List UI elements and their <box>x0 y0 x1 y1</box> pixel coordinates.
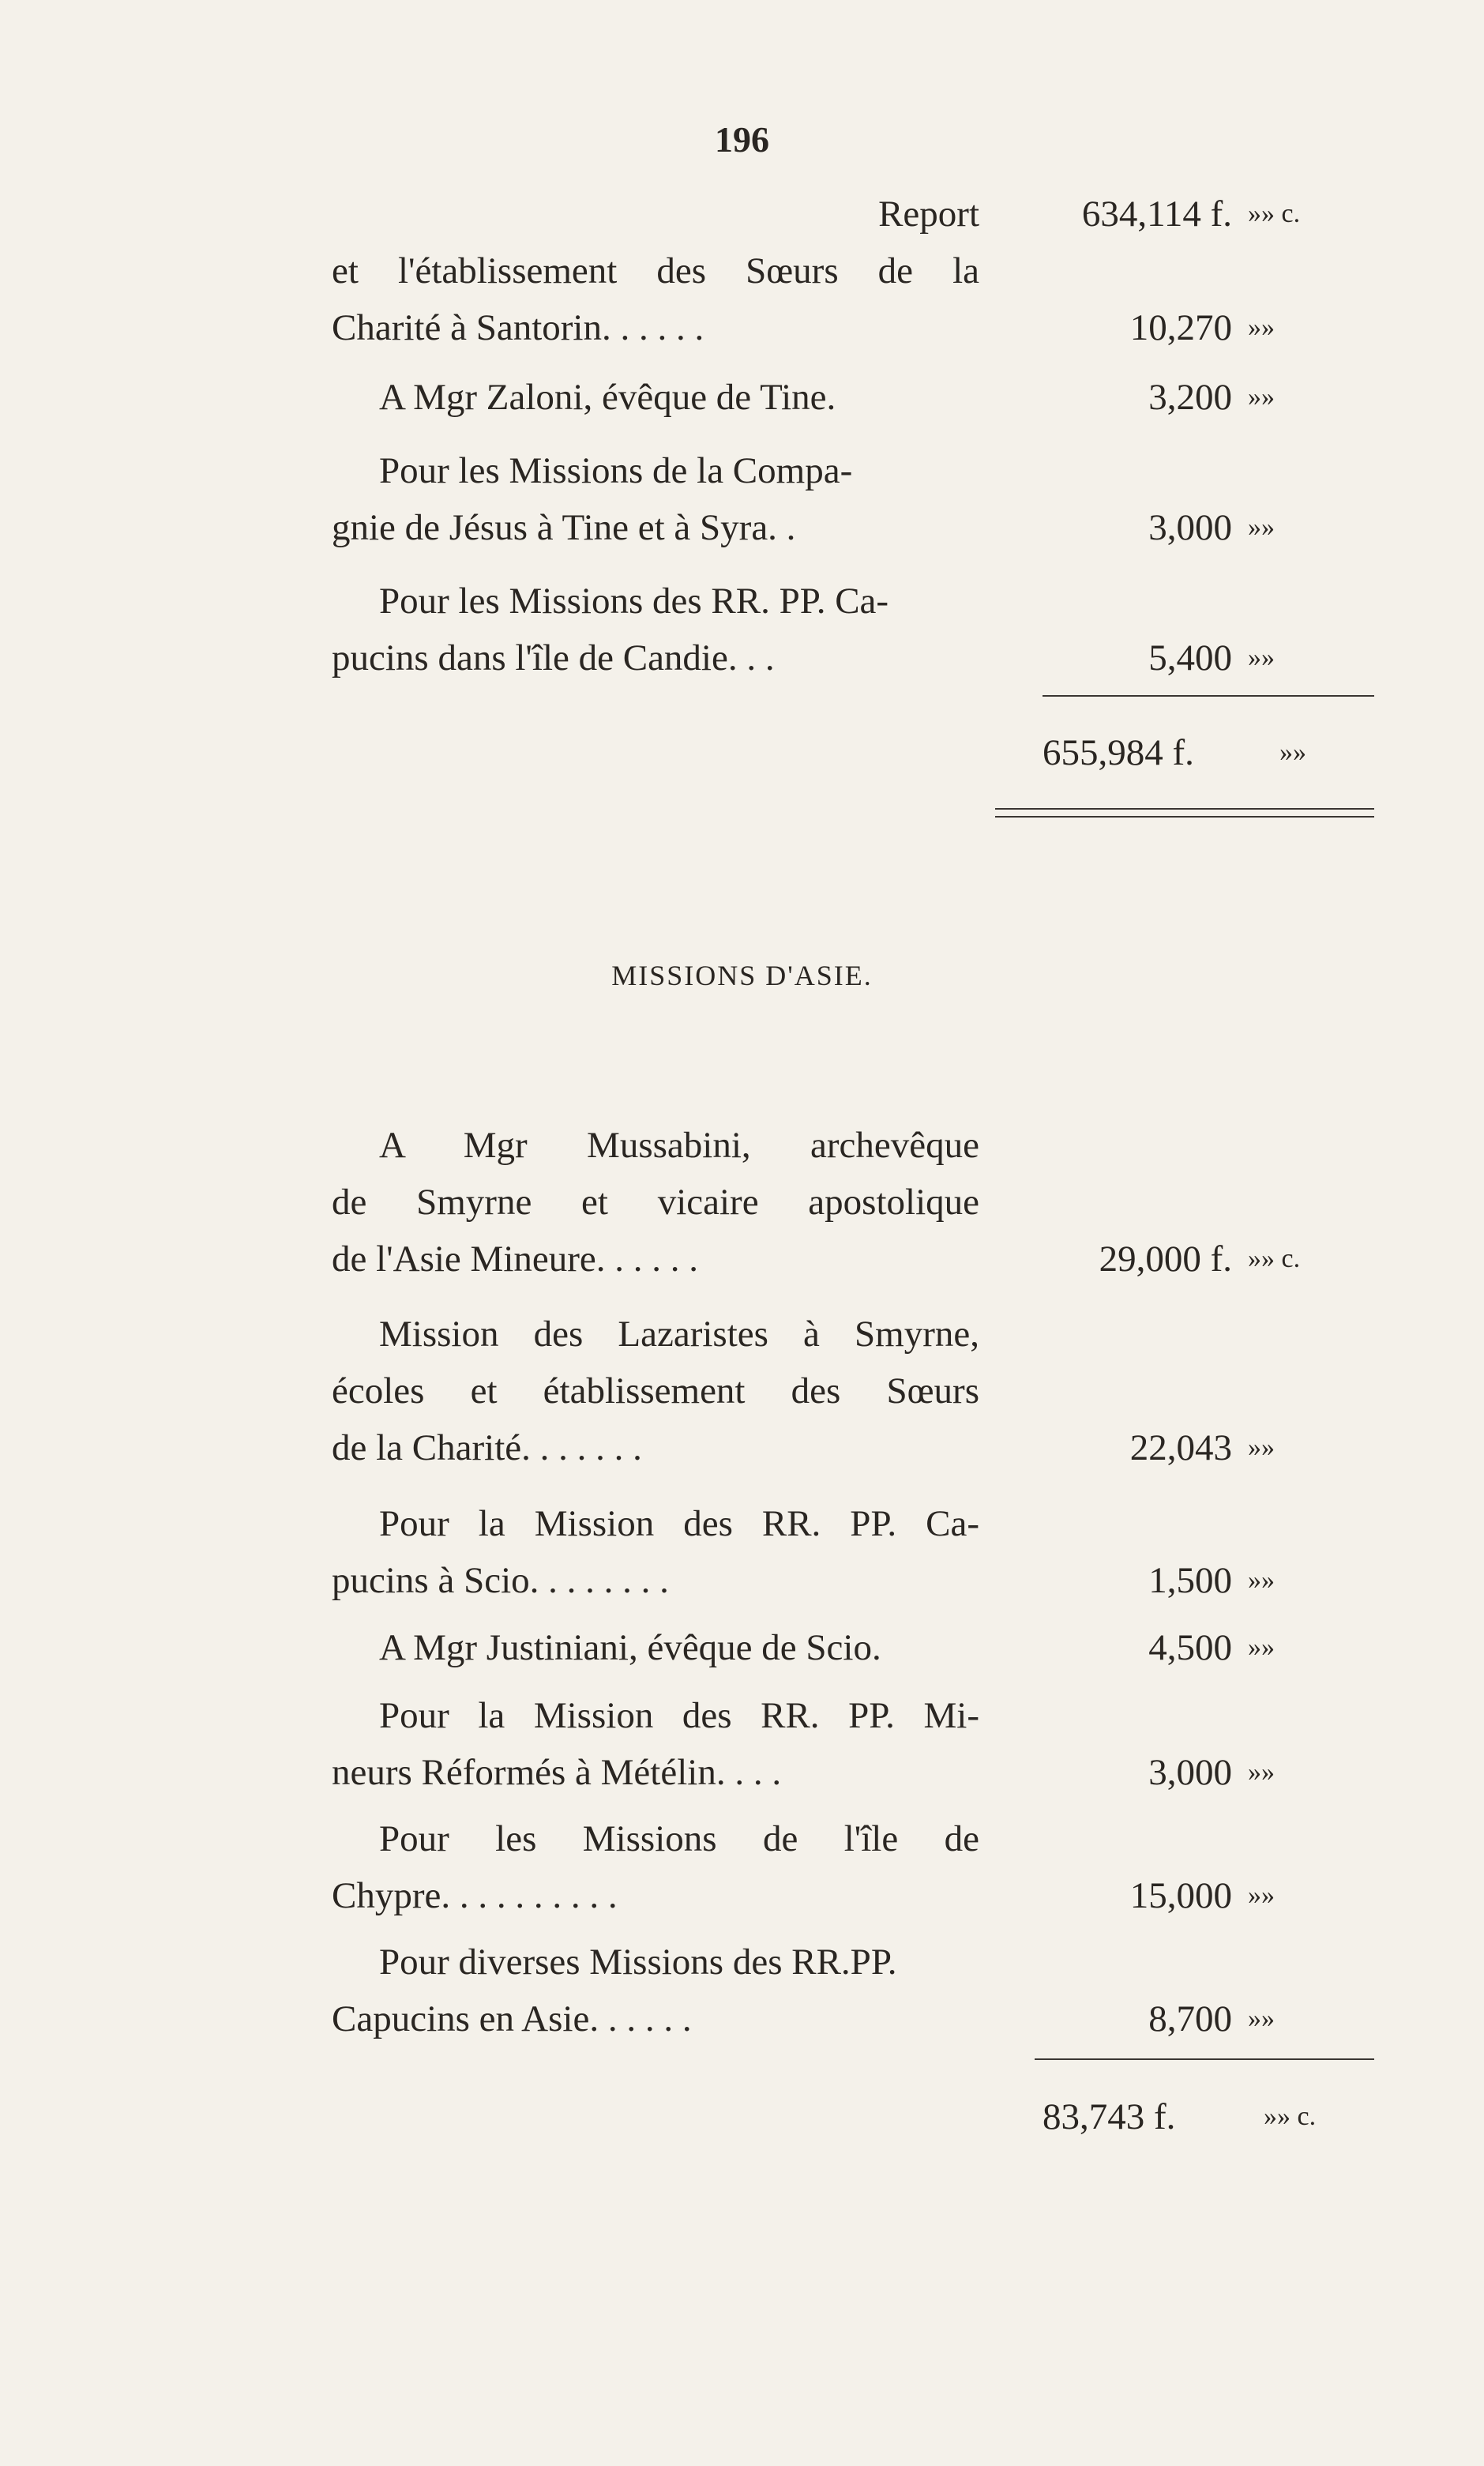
entry-justiniani: A Mgr Justiniani, évêque de Scio. <box>379 1627 881 1668</box>
entry-jesuits: Pour les Missions de la Compa- gnie de Jésus à Tine et à Syra. . <box>332 450 853 548</box>
unit-scio-capucins: »» <box>1248 1566 1275 1595</box>
entry-lazaristes: Mission des Lazaristes à Smyrne, écoles et établissement des Sœurs de la Charité. . . . . . . <box>332 1314 979 1468</box>
unit-capucins-asie: »» <box>1248 2004 1275 2033</box>
entry-metelin: Pour la Mission des RR. PP. Mi- neurs Réformés à Métélin. . . . <box>332 1695 979 1793</box>
amount-metelin: 3,000 <box>1148 1752 1232 1793</box>
entry-zaloni: A Mgr Zaloni, évêque de Tine. <box>379 377 836 418</box>
entry-scio-capucins: Pour la Mission des RR. PP. Ca- pucins à Scio. . . . . . . . <box>332 1503 979 1601</box>
amount-mussabini: 29,000 f. <box>1099 1239 1232 1280</box>
subtotal-rule-asia <box>1035 2058 1374 2060</box>
amount-capucins-asie: 8,700 <box>1148 1998 1232 2039</box>
total-rule-bottom <box>995 816 1374 818</box>
unit-zaloni: »» <box>1248 382 1275 412</box>
section1-total: 655,984 f. <box>1043 732 1194 773</box>
section2-total-unit: »» c. <box>1264 2102 1317 2131</box>
amount-scio-capucins: 1,500 <box>1148 1560 1232 1601</box>
amount-chypre: 15,000 <box>1129 1875 1232 1916</box>
report-label: Report <box>878 194 979 235</box>
unit-metelin: »» <box>1248 1757 1275 1787</box>
unit-mussabini: »» c. <box>1248 1244 1301 1273</box>
report-unit: »» c. <box>1248 199 1301 228</box>
total-rule-top <box>995 808 1374 810</box>
amount-santorin: 10,270 <box>1129 307 1232 348</box>
unit-candie: »» <box>1248 643 1275 672</box>
section2-total: 83,743 f. <box>1043 2096 1176 2137</box>
entry-capucins-asie: Pour diverses Missions des RR.PP. Capucins en Asie. . . . . . <box>332 1942 897 2039</box>
unit-chypre: »» <box>1248 1881 1275 1910</box>
unit-santorin: »» <box>1248 313 1275 342</box>
entry-candie: Pour les Missions des RR. PP. Ca- pucins dans l'île de Candie. . . <box>332 581 889 679</box>
entry-mussabini: A Mgr Mussabini, archevêque de Smyrne et vicaire apostolique de l'Asie Mineure. . . . . . <box>332 1125 979 1280</box>
entry-chypre: Pour les Missions de l'île de Chypre. . . . . . . . . . <box>332 1818 979 1916</box>
amount-candie: 5,400 <box>1148 637 1232 679</box>
entry-santorin: et l'établissement des Sœurs de la Charité à Santorin. . . . . . <box>332 250 979 348</box>
amount-zaloni: 3,200 <box>1148 377 1232 418</box>
unit-lazaristes: »» <box>1248 1433 1275 1462</box>
page-number: 196 <box>715 119 769 160</box>
amount-lazaristes: 22,043 <box>1129 1427 1232 1468</box>
unit-justiniani: »» <box>1248 1633 1275 1662</box>
subtotal-rule <box>1043 695 1374 697</box>
section1-total-unit: »» <box>1279 738 1306 767</box>
section-heading-asia: MISSIONS D'ASIE. <box>611 960 873 991</box>
unit-jesuits: »» <box>1248 513 1275 542</box>
report-amount: 634,114 f. <box>1081 194 1232 235</box>
amount-justiniani: 4,500 <box>1148 1627 1232 1668</box>
amount-jesuits: 3,000 <box>1148 507 1232 548</box>
